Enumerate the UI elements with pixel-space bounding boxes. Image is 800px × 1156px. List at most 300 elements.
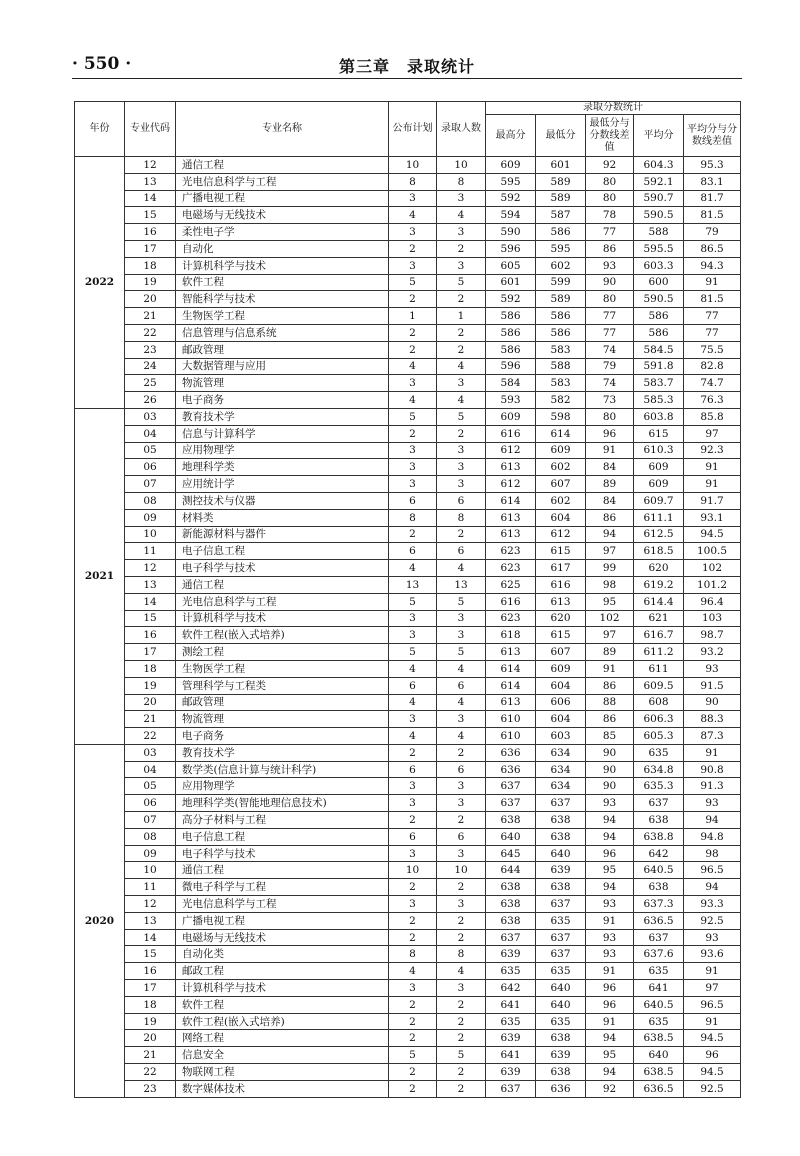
- admitted-cell: 8: [437, 173, 486, 190]
- name-cell: 光电信息科学与工程: [176, 896, 389, 913]
- code-cell: 17: [125, 240, 176, 257]
- avg-diff-cell: 91.5: [684, 677, 741, 694]
- table-row: [75, 694, 741, 711]
- max-cell: 584: [486, 375, 536, 392]
- name-cell: 邮政管理: [176, 694, 389, 711]
- avg-cell: 605.3: [634, 728, 684, 745]
- table-row: [75, 980, 741, 997]
- code-cell: 20: [125, 291, 176, 308]
- max-cell: 618: [486, 627, 536, 644]
- avg-cell: 590.5: [634, 207, 684, 224]
- min-diff-cell: 93: [586, 795, 634, 812]
- min-diff-cell: 91: [586, 660, 634, 677]
- min-cell: 637: [536, 795, 586, 812]
- table-row: [75, 1080, 741, 1097]
- max-cell: 610: [486, 711, 536, 728]
- max-cell: 613: [486, 526, 536, 543]
- min-cell: 615: [536, 543, 586, 560]
- name-cell: 高分子材料与工程: [176, 812, 389, 829]
- avg-diff-cell: 90: [684, 694, 741, 711]
- max-cell: 635: [486, 963, 536, 980]
- min-diff-cell: 89: [586, 476, 634, 493]
- table-row: [75, 324, 741, 341]
- min-cell: 586: [536, 308, 586, 325]
- min-diff-cell: 98: [586, 576, 634, 593]
- min-cell: 599: [536, 274, 586, 291]
- admitted-cell: 2: [437, 324, 486, 341]
- min-diff-cell: 86: [586, 240, 634, 257]
- table-row: [75, 526, 741, 543]
- code-cell: 26: [125, 392, 176, 409]
- min-diff-cell: 102: [586, 610, 634, 627]
- name-cell: 电子科学与技术: [176, 845, 389, 862]
- avg-cell: 635: [634, 963, 684, 980]
- name-cell: 生物医学工程: [176, 308, 389, 325]
- max-cell: 613: [486, 644, 536, 661]
- table-row: [75, 425, 741, 442]
- avg-cell: 604.3: [634, 157, 684, 174]
- code-cell: 16: [125, 963, 176, 980]
- code-cell: 24: [125, 358, 176, 375]
- table-row: [75, 358, 741, 375]
- avg-cell: 638: [634, 879, 684, 896]
- admitted-cell: 3: [437, 224, 486, 241]
- avg-diff-cell: 93.3: [684, 896, 741, 913]
- avg-diff-cell: 98: [684, 845, 741, 862]
- admitted-cell: 3: [437, 375, 486, 392]
- min-diff-cell: 90: [586, 274, 634, 291]
- min-diff-cell: 78: [586, 207, 634, 224]
- table-row: [75, 845, 741, 862]
- code-cell: 22: [125, 1064, 176, 1081]
- planned-cell: 3: [389, 795, 437, 812]
- header-major-name: 专业名称: [176, 102, 389, 157]
- name-cell: 新能源材料与器件: [176, 526, 389, 543]
- avg-diff-cell: 86.5: [684, 240, 741, 257]
- min-diff-cell: 94: [586, 1030, 634, 1047]
- avg-diff-cell: 93: [684, 929, 741, 946]
- min-diff-cell: 94: [586, 812, 634, 829]
- name-cell: 通信工程: [176, 862, 389, 879]
- min-diff-cell: 93: [586, 257, 634, 274]
- planned-cell: 3: [389, 896, 437, 913]
- name-cell: 光电信息科学与工程: [176, 173, 389, 190]
- min-diff-cell: 77: [586, 224, 634, 241]
- avg-diff-cell: 94.3: [684, 257, 741, 274]
- planned-cell: 6: [389, 543, 437, 560]
- avg-cell: 614.4: [634, 593, 684, 610]
- avg-diff-cell: 83.1: [684, 173, 741, 190]
- code-cell: 12: [125, 560, 176, 577]
- code-cell: 13: [125, 576, 176, 593]
- min-diff-cell: 84: [586, 492, 634, 509]
- name-cell: 广播电视工程: [176, 912, 389, 929]
- code-cell: 09: [125, 845, 176, 862]
- admitted-cell: 5: [437, 1047, 486, 1064]
- admitted-cell: 3: [437, 795, 486, 812]
- min-diff-cell: 92: [586, 157, 634, 174]
- code-cell: 16: [125, 224, 176, 241]
- name-cell: 材料类: [176, 509, 389, 526]
- max-cell: 616: [486, 425, 536, 442]
- name-cell: 测控技术与仪器: [176, 492, 389, 509]
- table-row: [75, 761, 741, 778]
- table-row: [75, 543, 741, 560]
- code-cell: 19: [125, 274, 176, 291]
- avg-diff-cell: 77: [684, 308, 741, 325]
- avg-diff-cell: 74.7: [684, 375, 741, 392]
- min-cell: 609: [536, 442, 586, 459]
- code-cell: 18: [125, 660, 176, 677]
- avg-cell: 603.3: [634, 257, 684, 274]
- header-planned: 公布计划: [389, 102, 437, 157]
- min-cell: 638: [536, 1030, 586, 1047]
- year-cell: 2020: [75, 744, 125, 1097]
- planned-cell: 10: [389, 862, 437, 879]
- code-cell: 06: [125, 459, 176, 476]
- min-cell: 635: [536, 963, 586, 980]
- planned-cell: 3: [389, 845, 437, 862]
- table-row: [75, 744, 741, 761]
- table-row: [75, 627, 741, 644]
- name-cell: 物联网工程: [176, 1064, 389, 1081]
- min-cell: 638: [536, 879, 586, 896]
- name-cell: 广播电视工程: [176, 190, 389, 207]
- code-cell: 14: [125, 929, 176, 946]
- name-cell: 物流管理: [176, 375, 389, 392]
- table-row: [75, 207, 741, 224]
- table-row: [75, 224, 741, 241]
- name-cell: 地理科学类(智能地理信息技术): [176, 795, 389, 812]
- min-diff-cell: 93: [586, 946, 634, 963]
- avg-diff-cell: 75.5: [684, 341, 741, 358]
- name-cell: 应用物理学: [176, 778, 389, 795]
- name-cell: 软件工程(嵌入式培养): [176, 1013, 389, 1030]
- avg-cell: 611: [634, 660, 684, 677]
- admitted-cell: 2: [437, 291, 486, 308]
- planned-cell: 4: [389, 358, 437, 375]
- avg-cell: 592.1: [634, 173, 684, 190]
- admission-stats-table: [74, 101, 741, 1098]
- min-diff-cell: 84: [586, 459, 634, 476]
- min-cell: 602: [536, 459, 586, 476]
- table-row: [75, 240, 741, 257]
- name-cell: 测绘工程: [176, 644, 389, 661]
- max-cell: 613: [486, 694, 536, 711]
- code-cell: 18: [125, 996, 176, 1013]
- code-cell: 17: [125, 644, 176, 661]
- avg-cell: 620: [634, 560, 684, 577]
- max-cell: 614: [486, 660, 536, 677]
- admitted-cell: 6: [437, 543, 486, 560]
- header-score-stats: 录取分数统计: [486, 102, 741, 115]
- header-max: 最高分: [486, 115, 536, 157]
- avg-diff-cell: 93.2: [684, 644, 741, 661]
- max-cell: 637: [486, 778, 536, 795]
- avg-diff-cell: 96.5: [684, 996, 741, 1013]
- code-cell: 21: [125, 1047, 176, 1064]
- admitted-cell: 6: [437, 828, 486, 845]
- table-row: [75, 677, 741, 694]
- max-cell: 610: [486, 728, 536, 745]
- name-cell: 智能科学与技术: [176, 291, 389, 308]
- avg-diff-cell: 97: [684, 425, 741, 442]
- planned-cell: 2: [389, 744, 437, 761]
- planned-cell: 5: [389, 593, 437, 610]
- year-cell: 2021: [75, 408, 125, 744]
- min-diff-cell: 80: [586, 291, 634, 308]
- avg-diff-cell: 82.8: [684, 358, 741, 375]
- planned-cell: 2: [389, 1030, 437, 1047]
- avg-diff-cell: 96: [684, 1047, 741, 1064]
- name-cell: 自动化类: [176, 946, 389, 963]
- max-cell: 638: [486, 896, 536, 913]
- avg-diff-cell: 91.7: [684, 492, 741, 509]
- planned-cell: 2: [389, 812, 437, 829]
- planned-cell: 4: [389, 728, 437, 745]
- avg-diff-cell: 81.7: [684, 190, 741, 207]
- min-cell: 604: [536, 711, 586, 728]
- planned-cell: 3: [389, 375, 437, 392]
- planned-cell: 4: [389, 560, 437, 577]
- avg-cell: 609.5: [634, 677, 684, 694]
- name-cell: 电子信息工程: [176, 543, 389, 560]
- name-cell: 微电子科学与工程: [176, 879, 389, 896]
- avg-cell: 608: [634, 694, 684, 711]
- min-diff-cell: 94: [586, 879, 634, 896]
- max-cell: 644: [486, 862, 536, 879]
- avg-diff-cell: 103: [684, 610, 741, 627]
- avg-cell: 610.3: [634, 442, 684, 459]
- max-cell: 625: [486, 576, 536, 593]
- planned-cell: 2: [389, 1064, 437, 1081]
- name-cell: 应用物理学: [176, 442, 389, 459]
- max-cell: 639: [486, 1064, 536, 1081]
- avg-diff-cell: 90.8: [684, 761, 741, 778]
- avg-diff-cell: 93: [684, 795, 741, 812]
- avg-cell: 603.8: [634, 408, 684, 425]
- name-cell: 电子商务: [176, 392, 389, 409]
- max-cell: 642: [486, 980, 536, 997]
- avg-cell: 606.3: [634, 711, 684, 728]
- max-cell: 590: [486, 224, 536, 241]
- table-row: [75, 795, 741, 812]
- planned-cell: 6: [389, 677, 437, 694]
- min-diff-cell: 97: [586, 543, 634, 560]
- code-cell: 25: [125, 375, 176, 392]
- name-cell: 信息与计算科学: [176, 425, 389, 442]
- max-cell: 596: [486, 240, 536, 257]
- max-cell: 609: [486, 157, 536, 174]
- code-cell: 17: [125, 980, 176, 997]
- avg-diff-cell: 92.5: [684, 912, 741, 929]
- avg-diff-cell: 87.3: [684, 728, 741, 745]
- code-cell: 22: [125, 728, 176, 745]
- code-cell: 11: [125, 543, 176, 560]
- avg-diff-cell: 76.3: [684, 392, 741, 409]
- avg-diff-cell: 91: [684, 1013, 741, 1030]
- name-cell: 管理科学与工程类: [176, 677, 389, 694]
- max-cell: 640: [486, 828, 536, 845]
- max-cell: 636: [486, 761, 536, 778]
- admitted-cell: 3: [437, 257, 486, 274]
- min-cell: 615: [536, 627, 586, 644]
- min-diff-cell: 91: [586, 1013, 634, 1030]
- avg-cell: 590.7: [634, 190, 684, 207]
- avg-cell: 585.3: [634, 392, 684, 409]
- admitted-cell: 4: [437, 358, 486, 375]
- min-cell: 637: [536, 946, 586, 963]
- admitted-cell: 2: [437, 929, 486, 946]
- name-cell: 计算机科学与技术: [176, 257, 389, 274]
- admitted-cell: 2: [437, 526, 486, 543]
- avg-cell: 619.2: [634, 576, 684, 593]
- avg-diff-cell: 94.5: [684, 1030, 741, 1047]
- table-row: [75, 778, 741, 795]
- max-cell: 601: [486, 274, 536, 291]
- avg-cell: 609: [634, 476, 684, 493]
- min-diff-cell: 90: [586, 778, 634, 795]
- code-cell: 21: [125, 711, 176, 728]
- code-cell: 08: [125, 828, 176, 845]
- avg-cell: 640.5: [634, 862, 684, 879]
- avg-diff-cell: 81.5: [684, 207, 741, 224]
- name-cell: 软件工程: [176, 996, 389, 1013]
- min-diff-cell: 85: [586, 728, 634, 745]
- min-diff-cell: 94: [586, 526, 634, 543]
- table-row: [75, 341, 741, 358]
- name-cell: 邮政管理: [176, 341, 389, 358]
- planned-cell: 2: [389, 526, 437, 543]
- code-cell: 15: [125, 610, 176, 627]
- table-row: [75, 896, 741, 913]
- name-cell: 计算机科学与技术: [176, 980, 389, 997]
- min-diff-cell: 99: [586, 560, 634, 577]
- avg-diff-cell: 96.4: [684, 593, 741, 610]
- min-cell: 589: [536, 173, 586, 190]
- min-diff-cell: 95: [586, 1047, 634, 1064]
- planned-cell: 4: [389, 963, 437, 980]
- max-cell: 635: [486, 1013, 536, 1030]
- admitted-cell: 6: [437, 492, 486, 509]
- avg-diff-cell: 91: [684, 744, 741, 761]
- avg-diff-cell: 85.8: [684, 408, 741, 425]
- planned-cell: 5: [389, 408, 437, 425]
- name-cell: 教育技术学: [176, 744, 389, 761]
- planned-cell: 1: [389, 308, 437, 325]
- header-min: 最低分: [536, 115, 586, 157]
- avg-cell: 609: [634, 459, 684, 476]
- code-cell: 03: [125, 744, 176, 761]
- min-diff-cell: 80: [586, 190, 634, 207]
- admitted-cell: 2: [437, 879, 486, 896]
- min-diff-cell: 77: [586, 308, 634, 325]
- avg-cell: 583.7: [634, 375, 684, 392]
- table-row: [75, 660, 741, 677]
- max-cell: 614: [486, 677, 536, 694]
- min-cell: 617: [536, 560, 586, 577]
- avg-cell: 615: [634, 425, 684, 442]
- table-row: [75, 1013, 741, 1030]
- avg-diff-cell: 91: [684, 476, 741, 493]
- code-cell: 08: [125, 492, 176, 509]
- table-row: [75, 408, 741, 425]
- avg-diff-cell: 96.5: [684, 862, 741, 879]
- name-cell: 应用统计学: [176, 476, 389, 493]
- min-cell: 588: [536, 358, 586, 375]
- planned-cell: 3: [389, 711, 437, 728]
- code-cell: 21: [125, 308, 176, 325]
- avg-diff-cell: 88.3: [684, 711, 741, 728]
- min-diff-cell: 94: [586, 1064, 634, 1081]
- avg-diff-cell: 100.5: [684, 543, 741, 560]
- name-cell: 网络工程: [176, 1030, 389, 1047]
- avg-cell: 640: [634, 1047, 684, 1064]
- table-row: [75, 728, 741, 745]
- table-row: [75, 862, 741, 879]
- min-cell: 640: [536, 996, 586, 1013]
- code-cell: 14: [125, 593, 176, 610]
- name-cell: 电磁场与无线技术: [176, 929, 389, 946]
- table-row: [75, 1030, 741, 1047]
- min-diff-cell: 77: [586, 324, 634, 341]
- admitted-cell: 3: [437, 442, 486, 459]
- min-diff-cell: 93: [586, 929, 634, 946]
- name-cell: 电子信息工程: [176, 828, 389, 845]
- name-cell: 电子商务: [176, 728, 389, 745]
- min-diff-cell: 74: [586, 375, 634, 392]
- avg-cell: 635: [634, 1013, 684, 1030]
- avg-diff-cell: 91: [684, 459, 741, 476]
- avg-diff-cell: 92.5: [684, 1080, 741, 1097]
- planned-cell: 3: [389, 257, 437, 274]
- avg-cell: 586: [634, 324, 684, 341]
- max-cell: 593: [486, 392, 536, 409]
- planned-cell: 3: [389, 459, 437, 476]
- code-cell: 13: [125, 173, 176, 190]
- admitted-cell: 5: [437, 593, 486, 610]
- table-row: [75, 459, 741, 476]
- table-row: [75, 610, 741, 627]
- min-cell: 607: [536, 644, 586, 661]
- name-cell: 柔性电子学: [176, 224, 389, 241]
- code-cell: 12: [125, 157, 176, 174]
- code-cell: 15: [125, 207, 176, 224]
- min-diff-cell: 96: [586, 996, 634, 1013]
- avg-diff-cell: 94.5: [684, 1064, 741, 1081]
- min-diff-cell: 96: [586, 845, 634, 862]
- table-row: [75, 375, 741, 392]
- table-row: [75, 812, 741, 829]
- admitted-cell: 10: [437, 157, 486, 174]
- planned-cell: 5: [389, 644, 437, 661]
- min-cell: 604: [536, 677, 586, 694]
- table-row: [75, 711, 741, 728]
- code-cell: 18: [125, 257, 176, 274]
- code-cell: 11: [125, 879, 176, 896]
- min-diff-cell: 92: [586, 1080, 634, 1097]
- table-row: [75, 996, 741, 1013]
- planned-cell: 4: [389, 660, 437, 677]
- planned-cell: 2: [389, 879, 437, 896]
- code-cell: 05: [125, 442, 176, 459]
- admitted-cell: 3: [437, 610, 486, 627]
- code-cell: 20: [125, 1030, 176, 1047]
- planned-cell: 3: [389, 190, 437, 207]
- min-diff-cell: 73: [586, 392, 634, 409]
- planned-cell: 2: [389, 324, 437, 341]
- avg-cell: 638.8: [634, 828, 684, 845]
